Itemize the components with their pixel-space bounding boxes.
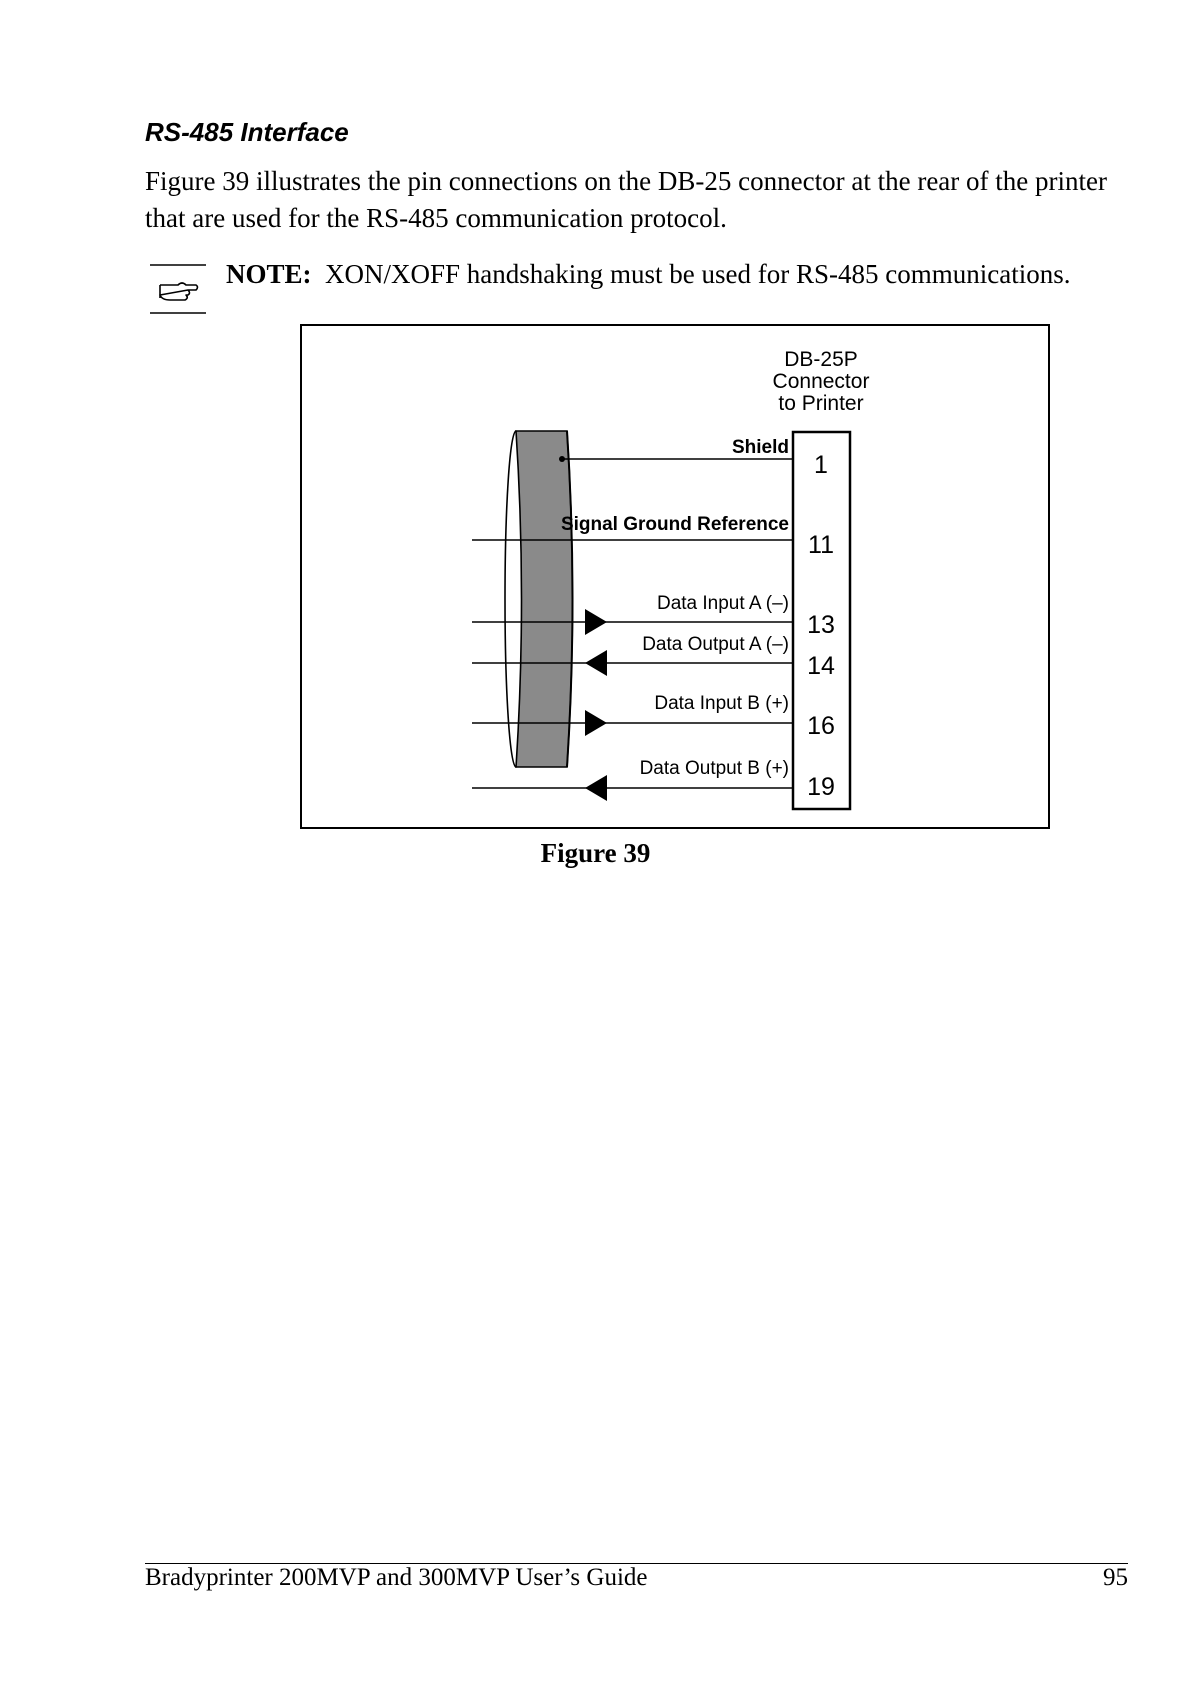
signal-label-data-output-a: Data Output A (–) [642,634,789,655]
signal-label-shield: Shield [731,437,789,458]
cable-body [516,431,573,767]
page-number: 95 [1103,1564,1128,1591]
pin-number-11: 11 [808,531,834,559]
section-title: RS-485 Interface [145,117,349,147]
signal-label-signal-ground-reference: Signal Ground Reference [560,514,789,535]
input-arrow-icon [585,609,607,635]
body-paragraph: Figure 39 illustrates the pin connections on the DB-25 connector at the rear of the printer that are used for the RS-485 communication protocol. [145,166,1107,233]
connector-title-line-2: Connector [772,370,870,393]
note-text [226,259,1070,290]
signal-label-data-output-b: Data Output B (+) [639,758,789,779]
rs485-wiring-diagram [300,324,1050,829]
output-arrow-icon [585,650,607,676]
note-label: NOTE: [226,259,312,289]
shield-junction-dot [559,456,565,462]
pin-number-19: 19 [807,773,835,801]
input-arrow-icon [585,710,607,736]
figure-caption: Figure 39 [540,838,651,868]
footer-title: Bradyprinter 200MVP and 300MVP User’s Guide [145,1564,648,1591]
signal-label-data-input-b: Data Input B (+) [654,693,789,714]
note-message: XON/XOFF handshaking must be used for RS-485 communications. [325,259,1071,289]
connector-title-line-1: DB-25P [784,348,858,371]
pointing-hand-icon [148,263,208,315]
output-arrow-icon [585,775,607,801]
pin-number-1: 1 [814,451,828,479]
pin-number-14: 14 [807,652,835,680]
diagram-canvas [302,326,1048,827]
signal-label-data-input-a: Data Input A (–) [656,593,789,614]
pin-number-16: 16 [807,712,835,740]
pin-number-13: 13 [807,611,835,639]
connector-title-line-3: to Printer [778,392,864,415]
